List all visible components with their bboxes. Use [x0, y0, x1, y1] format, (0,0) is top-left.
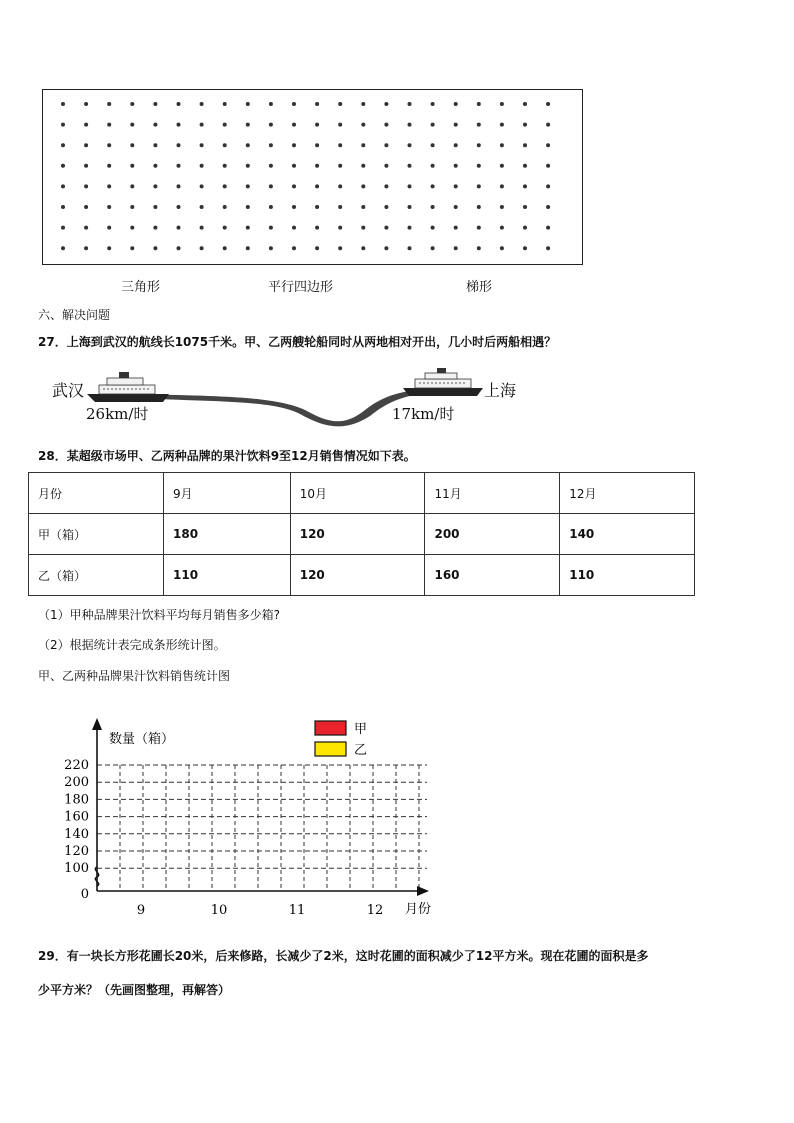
grid-dot	[246, 226, 250, 230]
grid-dot	[546, 246, 550, 250]
y-tick-label: 0	[80, 887, 89, 902]
y-axis-label: 数量（箱）	[109, 732, 175, 747]
grid-dot	[269, 102, 273, 106]
table-row	[29, 514, 695, 555]
grid-dot	[223, 164, 227, 168]
grid-dot	[177, 143, 181, 147]
grid-dot	[153, 226, 157, 230]
grid-dot	[246, 164, 250, 168]
grid-dot	[107, 164, 111, 168]
grid-dot	[523, 184, 527, 188]
grid-dot	[153, 246, 157, 250]
grid-dot	[546, 226, 550, 230]
grid-dot	[454, 102, 458, 106]
grid-dot	[61, 184, 65, 188]
x-tick-label: 9	[136, 903, 146, 918]
grid-dot	[546, 102, 550, 106]
grid-dot	[246, 205, 250, 209]
grid-dot	[84, 205, 88, 209]
grid-dot	[431, 164, 435, 168]
grid-dot	[338, 226, 342, 230]
grid-dot	[546, 143, 550, 147]
bar-chart	[55, 710, 455, 925]
grid-dot	[361, 205, 365, 209]
table-header-row	[29, 473, 695, 514]
grid-dot	[84, 102, 88, 106]
grid-dot	[153, 184, 157, 188]
grid-dot	[431, 102, 435, 106]
grid-dot	[500, 164, 504, 168]
y-tick-label: 140	[64, 826, 89, 842]
grid-dot	[107, 205, 111, 209]
table-cell: 9月	[164, 473, 291, 514]
grid-dot	[431, 143, 435, 147]
grid-dot	[153, 205, 157, 209]
grid-dot	[153, 164, 157, 168]
grid-dot	[477, 205, 481, 209]
grid-dot	[361, 143, 365, 147]
grid-dot	[84, 143, 88, 147]
table-cell: 200	[425, 514, 560, 555]
grid-dot	[408, 102, 412, 106]
grid-dot	[200, 123, 204, 127]
grid-dot	[200, 226, 204, 230]
grid-dot	[177, 226, 181, 230]
y-tick-label: 180	[64, 792, 89, 808]
grid-dot	[384, 246, 388, 250]
x-axis-arrow	[417, 886, 429, 896]
grid-dot	[177, 184, 181, 188]
grid-dot	[84, 184, 88, 188]
grid-dot	[361, 226, 365, 230]
grid-dot	[269, 143, 273, 147]
grid-dot	[153, 143, 157, 147]
label-trapezoid: 梯形	[466, 280, 493, 295]
grid-dot	[200, 164, 204, 168]
grid-dot	[130, 164, 134, 168]
speed-left: 26km/时	[86, 405, 149, 423]
grid-dot	[523, 246, 527, 250]
grid-dot	[246, 246, 250, 250]
grid-dot	[338, 102, 342, 106]
grid-dot	[431, 246, 435, 250]
y-tick-label: 160	[64, 809, 89, 825]
grid-dot	[130, 123, 134, 127]
grid-dot	[454, 205, 458, 209]
table-row	[29, 555, 695, 596]
grid-dot	[61, 164, 65, 168]
question-29-line1: 29．有一块长方形花圃长20米，后来修路，长减少了2米，这时花圃的面积减少了12平方米。现在花圃的面积是多	[38, 949, 649, 963]
grid-dot	[454, 246, 458, 250]
grid-dot	[107, 143, 111, 147]
table-cell: 110	[164, 555, 291, 596]
y-axis-arrow	[92, 718, 102, 730]
grid-dot	[107, 246, 111, 250]
grid-dot	[315, 205, 319, 209]
x-tick-label: 11	[288, 903, 306, 918]
grid-dot	[292, 205, 296, 209]
grid-dot	[408, 184, 412, 188]
grid-dot	[61, 123, 65, 127]
grid-dot	[107, 184, 111, 188]
x-axis-label: 月份	[405, 902, 432, 917]
grid-dot	[546, 184, 550, 188]
grid-dot	[500, 143, 504, 147]
grid-dot	[246, 184, 250, 188]
grid-dot	[61, 226, 65, 230]
grid-dot	[153, 102, 157, 106]
section-title: 六、解决问题	[38, 308, 111, 322]
grid-dot	[200, 102, 204, 106]
grid-dot	[223, 246, 227, 250]
x-tick-label: 10	[210, 903, 228, 918]
table-cell: 11月	[425, 473, 560, 514]
grid-dot	[130, 184, 134, 188]
grid-dot	[338, 184, 342, 188]
grid-dot	[61, 205, 65, 209]
grid-dot	[477, 123, 481, 127]
grid-dot	[269, 184, 273, 188]
grid-dot	[546, 205, 550, 209]
grid-dot	[408, 123, 412, 127]
grid-dot	[223, 143, 227, 147]
grid-dot	[523, 123, 527, 127]
grid-dot	[477, 184, 481, 188]
grid-dot	[523, 226, 527, 230]
dot-grid	[43, 90, 581, 263]
legend-swatch	[315, 721, 346, 735]
grid-dot	[200, 205, 204, 209]
grid-dot	[269, 226, 273, 230]
grid-dot	[269, 164, 273, 168]
label-triangle: 三角形	[121, 280, 161, 295]
table-cell: 120	[290, 555, 425, 596]
sales-table	[28, 472, 695, 596]
grid-dot	[384, 102, 388, 106]
grid-dot	[315, 184, 319, 188]
grid-dot	[246, 143, 250, 147]
grid-dot	[177, 246, 181, 250]
grid-dot	[61, 246, 65, 250]
grid-dot	[107, 102, 111, 106]
grid-dot	[384, 205, 388, 209]
grid-dot	[315, 102, 319, 106]
grid-dot	[130, 102, 134, 106]
question-28-sub1: （1）甲种品牌果汁饮料平均每月销售多少箱?	[38, 608, 281, 622]
table-cell: 140	[560, 514, 695, 555]
speed-right: 17km/时	[392, 405, 455, 423]
grid-dot	[361, 164, 365, 168]
table-cell: 160	[425, 555, 560, 596]
grid-dot	[454, 226, 458, 230]
grid-dot	[431, 184, 435, 188]
bar-chart-svg	[55, 710, 455, 925]
question-29-line2: 少平方米？（先画图整理，再解答）	[38, 983, 231, 997]
grid-dot	[292, 143, 296, 147]
grid-dot	[384, 226, 388, 230]
table-cell: 甲（箱）	[29, 514, 164, 555]
grid-dot	[130, 226, 134, 230]
city-wuhan: 武汉	[52, 381, 85, 400]
grid-dot	[477, 143, 481, 147]
grid-dot	[361, 246, 365, 250]
question-28-sub2: （2）根据统计表完成条形统计图。	[38, 638, 226, 652]
grid-dot	[177, 123, 181, 127]
grid-dot	[153, 123, 157, 127]
grid-dot	[200, 184, 204, 188]
grid-dot	[500, 184, 504, 188]
grid-dot	[384, 143, 388, 147]
grid-dot	[223, 102, 227, 106]
legend-label: 乙	[354, 743, 368, 758]
table-cell: 月份	[29, 473, 164, 514]
chart-title: 甲、乙两种品牌果汁饮料销售统计图	[38, 669, 231, 683]
grid-dot	[338, 246, 342, 250]
grid-dot	[454, 164, 458, 168]
grid-dot	[223, 205, 227, 209]
grid-dot	[546, 164, 550, 168]
grid-dot	[130, 205, 134, 209]
grid-dot	[361, 102, 365, 106]
grid-dot	[130, 246, 134, 250]
grid-dot	[523, 143, 527, 147]
grid-dot	[338, 205, 342, 209]
y-tick-label: 120	[64, 844, 89, 859]
table-cell: 180	[164, 514, 291, 555]
grid-dot	[338, 143, 342, 147]
grid-dot	[408, 143, 412, 147]
grid-dot	[523, 164, 527, 168]
grid-dot	[315, 143, 319, 147]
grid-dot	[408, 246, 412, 250]
grid-dot	[546, 123, 550, 127]
grid-dot	[315, 226, 319, 230]
grid-dot	[200, 246, 204, 250]
table-cell: 120	[290, 514, 425, 555]
grid-dot	[292, 164, 296, 168]
grid-dot	[500, 123, 504, 127]
table-cell: 10月	[290, 473, 425, 514]
grid-dot	[523, 102, 527, 106]
grid-dot	[454, 123, 458, 127]
grid-dot	[431, 226, 435, 230]
legend-label: 甲	[354, 722, 368, 737]
grid-dot	[315, 246, 319, 250]
y-tick-label: 220	[64, 758, 89, 773]
dot-grid-paper	[42, 89, 583, 265]
grid-dot	[177, 102, 181, 106]
table-cell: 乙（箱）	[29, 555, 164, 596]
question-27-text: 27．上海到武汉的航线长1075千米。甲、乙两艘轮船同时从两地相对开出，几小时后两船相遇？	[38, 335, 557, 349]
city-shanghai: 上海	[484, 381, 517, 400]
grid-dot	[431, 123, 435, 127]
grid-dot	[384, 184, 388, 188]
grid-dot	[500, 205, 504, 209]
grid-dot	[384, 164, 388, 168]
grid-dot	[177, 164, 181, 168]
grid-dot	[177, 205, 181, 209]
grid-dot	[477, 164, 481, 168]
grid-dot	[84, 164, 88, 168]
grid-dot	[246, 123, 250, 127]
grid-dot	[130, 143, 134, 147]
label-parallelogram: 平行四边形	[268, 280, 334, 295]
grid-dot	[338, 123, 342, 127]
grid-dot	[269, 205, 273, 209]
grid-dot	[246, 102, 250, 106]
grid-dot	[454, 184, 458, 188]
grid-dot	[315, 164, 319, 168]
grid-dot	[431, 205, 435, 209]
grid-dot	[523, 205, 527, 209]
grid-dot	[223, 226, 227, 230]
grid-dot	[61, 143, 65, 147]
grid-dot	[269, 246, 273, 250]
grid-dot	[500, 102, 504, 106]
right-ship-icon	[403, 368, 483, 396]
grid-dot	[292, 184, 296, 188]
grid-dot	[292, 226, 296, 230]
grid-dot	[84, 246, 88, 250]
question-28-text: 28．某超级市场甲、乙两种品牌的果汁饮料9至12月销售情况如下表。	[38, 449, 416, 463]
grid-dot	[292, 102, 296, 106]
grid-dot	[477, 246, 481, 250]
grid-dot	[223, 184, 227, 188]
grid-dot	[477, 226, 481, 230]
grid-dot	[107, 123, 111, 127]
legend-swatch	[315, 742, 346, 756]
grid-dot	[107, 226, 111, 230]
y-tick-label: 200	[64, 775, 89, 791]
grid-dot	[315, 123, 319, 127]
grid-dot	[200, 143, 204, 147]
grid-dot	[477, 102, 481, 106]
left-ship-icon	[87, 372, 169, 402]
grid-dot	[292, 123, 296, 127]
grid-dot	[269, 123, 273, 127]
grid-dot	[361, 184, 365, 188]
table-cell: 110	[560, 555, 695, 596]
grid-dot	[408, 205, 412, 209]
grid-dot	[84, 226, 88, 230]
y-tick-label: 100	[64, 861, 89, 877]
grid-dot	[500, 226, 504, 230]
grid-dot	[84, 123, 88, 127]
x-tick-label: 12	[366, 903, 384, 918]
grid-dot	[223, 123, 227, 127]
table-cell: 12月	[560, 473, 695, 514]
grid-dot	[384, 123, 388, 127]
grid-dot	[292, 246, 296, 250]
grid-dot	[338, 164, 342, 168]
grid-dot	[408, 226, 412, 230]
grid-dot	[408, 164, 412, 168]
grid-dot	[500, 246, 504, 250]
grid-dot	[61, 102, 65, 106]
grid-dot	[454, 143, 458, 147]
grid-dot	[361, 123, 365, 127]
